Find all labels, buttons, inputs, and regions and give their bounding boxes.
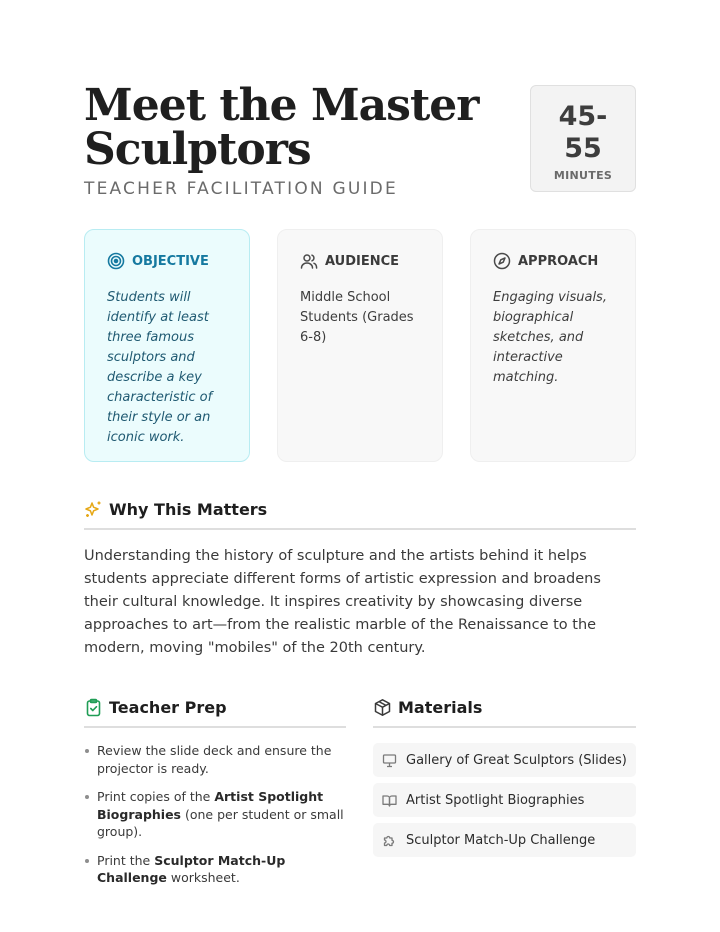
audience-text: Middle School Students (Grades 6-8) [300, 290, 414, 345]
users-icon [300, 252, 318, 270]
prep-heading-text: Teacher Prep [109, 697, 227, 717]
prep-item: Review the slide deck and ensure the projector is ready. [84, 742, 346, 777]
sparkles-icon [84, 500, 103, 519]
material-label: Sculptor Match-Up Challenge [406, 832, 596, 848]
box-icon [373, 698, 392, 717]
presentation-icon [382, 753, 397, 768]
approach-text: Engaging visuals, biographical sketches, and interactive matching. [493, 290, 607, 385]
compass-icon [493, 252, 511, 270]
material-item-biographies [373, 783, 636, 817]
page-title: Meet the Master Sculptors [84, 80, 479, 175]
duration-unit: MINUTES [553, 169, 613, 182]
material-item-slides [373, 743, 636, 777]
clipboard-check-icon [84, 698, 103, 717]
approach-card [470, 229, 636, 462]
target-icon [107, 252, 125, 270]
audience-card [277, 229, 443, 462]
duration-badge [530, 85, 636, 192]
material-label: Gallery of Great Sculptors (Slides) [406, 752, 627, 768]
puzzle-icon [382, 833, 397, 848]
page-subtitle: TEACHER FACILITATION GUIDE [84, 179, 398, 199]
audience-label: AUDIENCE [325, 253, 400, 269]
prep-list [84, 742, 346, 898]
prep-item: Print the Sculptor Match-Up Challenge worksheet. [84, 852, 346, 887]
objective-label: OBJECTIVE [132, 253, 209, 269]
approach-label: APPROACH [518, 253, 599, 269]
prep-heading [84, 688, 346, 728]
objective-card [84, 229, 250, 462]
why-heading-text: Why This Matters [109, 499, 268, 519]
book-open-icon [382, 793, 397, 808]
material-label: Artist Spotlight Biographies [406, 792, 585, 808]
material-item-matchup [373, 823, 636, 857]
materials-heading-text: Materials [398, 697, 483, 717]
materials-heading [373, 688, 636, 728]
why-heading [84, 490, 636, 530]
duration-value: 45-55 [558, 101, 608, 164]
prep-item: Print copies of the Artist Spotlight Biographies (one per student or small group). [84, 788, 346, 841]
guide-page [84, 0, 636, 932]
objective-text: Students will identify at least three famous sculptors and describe a key characteristic of their style or an iconic work. [107, 290, 213, 445]
why-paragraph: Understanding the history of sculpture and the artists behind it helps students appreciate different forms of artistic expression and broadens their cultural knowledge. It inspires creativity by showcasing diverse approaches to art—from the realistic marble of the Renaissance to the modern, moving "mobiles" of the 20th century. [84, 548, 601, 656]
